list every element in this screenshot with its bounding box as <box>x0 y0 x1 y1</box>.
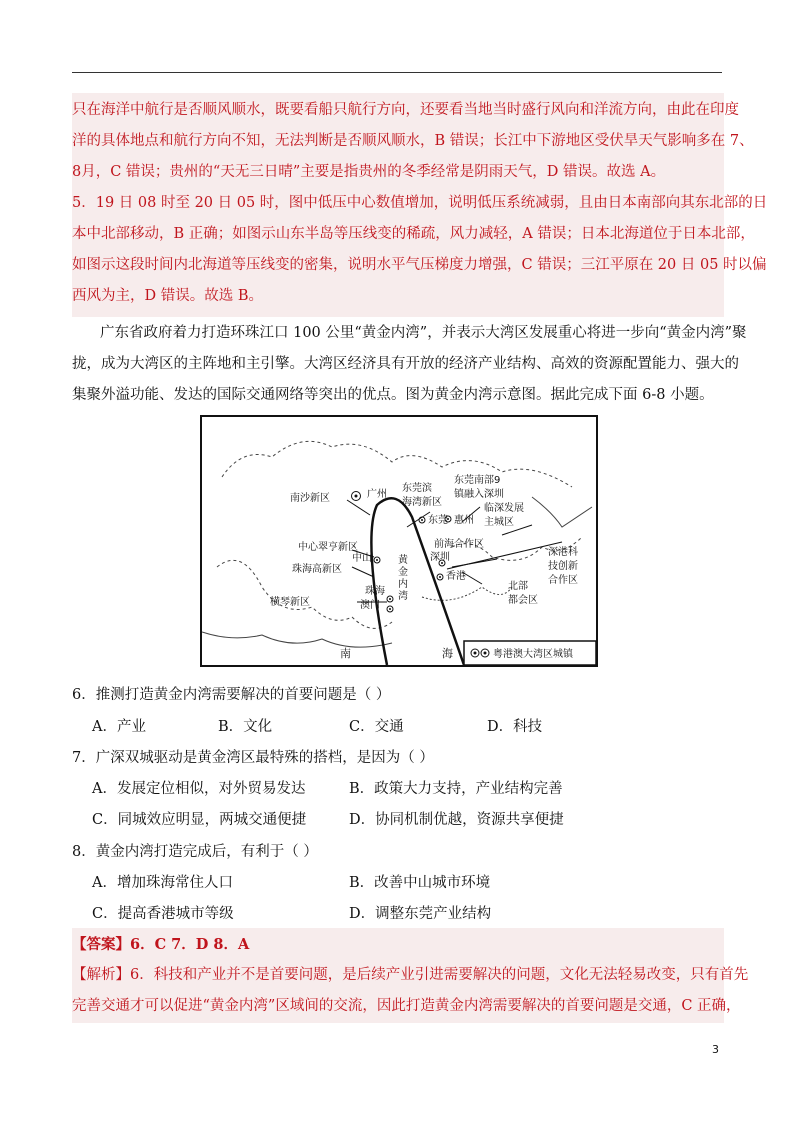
map-label: 前海合作区 <box>434 539 484 550</box>
intro-line: 集聚外溢功能、发达的国际交通网络等突出的优点。图为黄金内湾示意图。据此完成下面 6-8 小题。 <box>72 387 714 403</box>
analysis-line: 【解析】6．科技和产业并不是首要问题，是后续产业引进需要解决的问题，文化无法轻易改变，只有首先 <box>72 967 749 983</box>
arrow <box>347 500 370 515</box>
map-label: 东莞滨 <box>402 483 432 494</box>
map-label: 都会区 <box>508 595 538 606</box>
coastline <box>422 587 512 600</box>
map-svg <box>202 417 596 665</box>
q7-option-b[interactable]: B．政策大力支持，产业结构完善 <box>349 781 563 797</box>
map-label: 临深发展 <box>484 503 524 514</box>
map-label: 北部 <box>508 581 528 592</box>
coastline <box>532 497 592 527</box>
q8-option-a[interactable]: A．增加珠海常住人口 <box>92 875 233 891</box>
coastline <box>222 441 572 487</box>
map-label: 珠海 <box>365 586 385 597</box>
city-marker-icon <box>387 596 393 602</box>
q7-option-d[interactable]: D．协同机制优越，资源共享便捷 <box>349 812 564 828</box>
analysis-line: 完善交通才可以促进“黄金内湾”区域间的交流，因此打造黄金内湾需要解决的首要问题是交通，C 正确， <box>72 998 741 1014</box>
analysis-line: 只在海洋中航行是否顺风顺水，既要看船只航行方向，还要看当地当时盛行风向和洋流方向，由此在印度 <box>72 102 739 118</box>
city-marker-icon <box>374 557 380 563</box>
map-label: 技创新 <box>548 561 578 572</box>
q6-option-b[interactable]: B．文化 <box>218 719 273 735</box>
map-label: 内 <box>398 579 408 590</box>
q8-option-c[interactable]: C．提高香港城市等级 <box>92 906 234 922</box>
map-legend-label: 粤港澳大湾区城镇 <box>493 649 573 660</box>
city-marker-icon <box>437 574 443 580</box>
analysis-line: 如图示这段时间内北海道等压线变的密集，说明水平气压梯度力增强，C 错误；三江平原在 20 日 05 时以偏 <box>72 257 767 273</box>
map-label: 东莞 <box>428 515 448 526</box>
map-label: 深圳 <box>430 552 450 563</box>
analysis-line: 5．19 日 08 时至 20 日 05 时，图中低压中心数值增加，说明低压系统减弱，且由日本南部向其东北部的日 <box>72 195 768 211</box>
q8-option-d[interactable]: D．调整东莞产业结构 <box>349 906 492 922</box>
q6-option-c[interactable]: C．交通 <box>349 719 404 735</box>
map-label: 珠海高新区 <box>292 564 342 575</box>
map-label: 海 <box>442 647 453 660</box>
q6-option-a[interactable]: A．产业 <box>92 719 146 735</box>
map-label: 广州 <box>367 489 387 500</box>
header-rule <box>72 72 722 73</box>
intro-line: 拢，成为大湾区的主阵地和主引擎。大湾区经济具有开放的经济产业结构、高效的资源配置能力、强大的 <box>72 356 739 372</box>
q7-option-a[interactable]: A．发展定位相似，对外贸易发达 <box>92 781 306 797</box>
map-label: 香港 <box>446 571 466 582</box>
question-7-stem: 7．广深双城驱动是黄金湾区最特殊的搭档，是因为（ ） <box>72 750 434 766</box>
city-marker-icon <box>419 517 425 523</box>
map-label: 海湾新区 <box>402 497 442 508</box>
city-marker-icon <box>387 606 393 612</box>
map-label: 南沙新区 <box>290 493 330 504</box>
map-label: 南 <box>340 647 351 660</box>
map-label: 横琴新区 <box>270 597 310 608</box>
q6-option-d[interactable]: D．科技 <box>487 719 543 735</box>
analysis-line: 8月，C 错误；贵州的“天无三日晴”主要是指贵州的冬季经常是阴雨天气，D 错误。故选 A。 <box>72 164 666 180</box>
map-label: 金 <box>398 567 408 578</box>
map-label: 湾 <box>398 591 408 602</box>
q7-option-c[interactable]: C．同城效应明显，两城交通便捷 <box>92 812 307 828</box>
intro-line: 广东省政府着力打造环珠江口 100 公里“黄金内湾”，并表示大湾区发展重心将进一步向“黄金内湾”聚 <box>100 325 747 341</box>
map-label: 中心翠亨新区 <box>298 542 358 553</box>
answer-line: 【答案】6．C 7．D 8．A <box>72 936 250 953</box>
map-label: 中山 <box>352 553 372 564</box>
q8-option-b[interactable]: B．改善中山城市环境 <box>349 875 491 891</box>
map-label: 镇融入深圳 <box>454 489 504 500</box>
map-label: 黄 <box>398 555 408 566</box>
map-label: 深港科 <box>548 547 578 558</box>
map-label: 东莞南部9 <box>454 475 501 486</box>
analysis-line: 本中北部移动，B 正确；如图示山东半岛等压线变的稀疏，风力减轻，A 错误；日本北海道位于日本北部， <box>72 226 755 242</box>
page-number: 3 <box>712 1043 719 1056</box>
map-label: 澳门 <box>360 600 380 611</box>
golden-bay-map <box>200 415 598 667</box>
map-label: 惠州 <box>454 515 474 526</box>
analysis-line: 洋的具体地点和航行方向不知，无法判断是否顺风顺水，B 错误；长江中下游地区受伏旱天气影响多在 7、 <box>72 133 754 149</box>
analysis-line: 西风为主，D 错误。故选 B。 <box>72 288 263 304</box>
map-label: 主城区 <box>484 517 514 528</box>
question-6-stem: 6．推测打造黄金内湾需要解决的首要问题是（ ） <box>72 687 391 703</box>
map-label: 合作区 <box>548 575 578 586</box>
question-8-stem: 8．黄金内湾打造完成后，有利于（ ） <box>72 844 318 860</box>
city-marker-icon <box>352 492 361 501</box>
coastline <box>202 632 392 647</box>
arrow <box>352 567 374 577</box>
